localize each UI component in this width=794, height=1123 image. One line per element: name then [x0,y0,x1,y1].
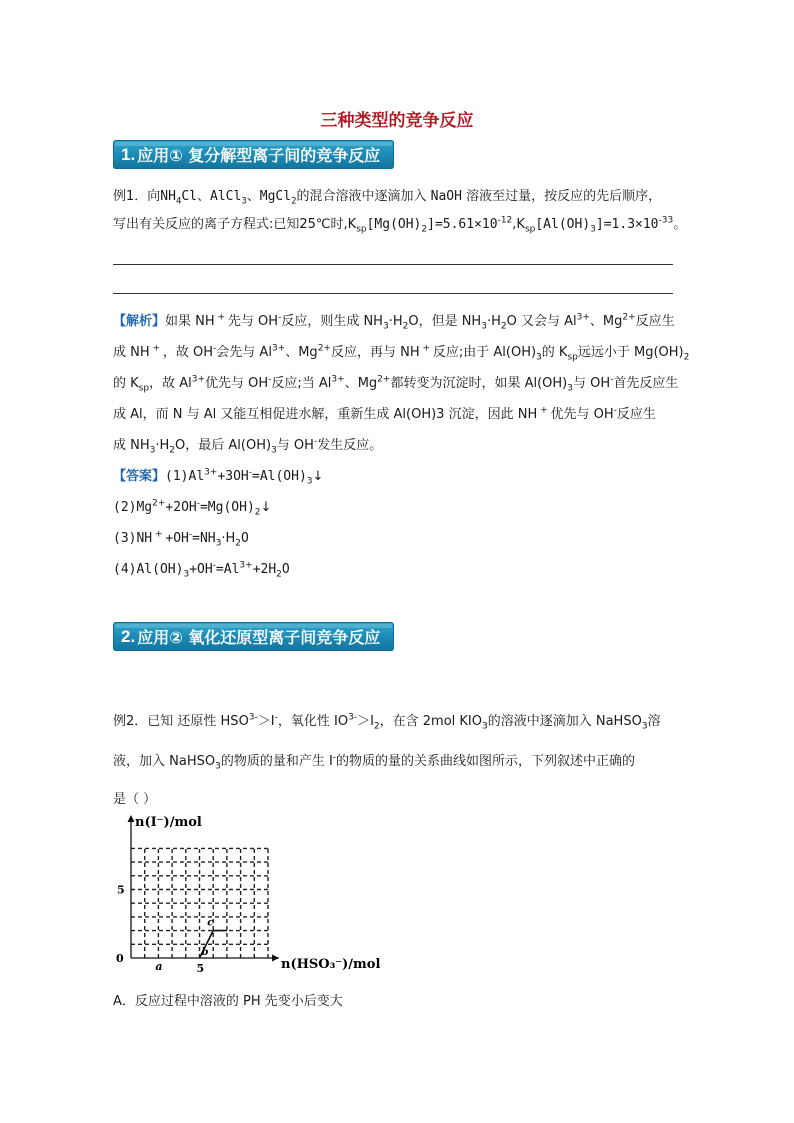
analysis-line-5: 成 $NH_3\cdot H_2O$，最后 $Al(OH)_3$与 OH-发生反应。 [113,436,383,456]
answer-line-2: $(2)Mg^{2+}+2OH^-=Mg(OH)_2↓$ [113,498,272,518]
chart-axes [128,815,280,962]
example-2-line-1: 例2．已知 还原性 $HSO^{3-}>I^-$，氧化性 $IO^{3-}>I_2$，在含 2mol $KIO_3$的溶液中逐滴加入 NaHSO$_3$溶 [113,712,661,732]
answer-tag: 【答案】 [113,469,166,484]
section-label: 应用② 氧化还原型离子间竞争反应 [137,628,381,647]
chart-tick-labels [116,884,204,976]
x-axis-label: n(HSO₃⁻)/mol [281,957,381,972]
example-1-line-1: 例1．向$NH_4Cl$、AlCl$_3$、MgCl$_2$的混合溶液中逐滴加入 NaOH 溶液至过量，按反应的先后顺序， [113,189,662,207]
example-1-line-2: 写出有关反应的离子方程式:已知25℃时$,K_{sp}[Mg(OH)_2]=5.61\times 10^{-12},K_{sp}[Al(OH)_3]=1.3\times 10^{-33}$。 [113,215,687,235]
answer-blank-line-2 [113,293,673,294]
tick-label-origin: 0 [116,952,124,965]
example-2-line-2: 液，加入 NaHSO$_3$的物质的量和产生 I-的物质的量的关系曲线如图所示，下列叙述中正确的 [113,752,636,772]
chart-point-labels [202,918,214,958]
iodide-curve-chart [113,812,383,980]
choice-a: A．反应过程中溶液的 PH 先变小后变大 [113,994,343,1009]
example-2-line-3: 是（ ） [113,792,157,807]
x-axis-arrow [272,955,279,962]
section-number: 1. [121,144,136,164]
tick-label-a: a [155,960,163,973]
section-banner-1 [113,140,394,169]
analysis-tag: 【解析】 [113,314,166,329]
y-axis-label: n(I⁻)/mol [135,815,202,830]
answer-line-4: $(4)Al(OH)_3+OH^-=Al^{3+}+2H_2O$ [113,560,290,580]
point-label-c: c [207,917,214,929]
y-axis-arrow [128,815,135,822]
tick-label-x5: 5 [196,962,205,975]
answer-line-1: 【答案】$(1)Al^{3+}+3OH^-=Al(OH)_3↓$ [113,467,324,487]
answer-blank-line-1 [113,264,673,265]
analysis-line-4: 成 Al，而 N 与 Al 又能互相促进水解，重新生成 Al(OH)3 沉淀，因此 NH + 优先与 OH-反应生 [113,405,656,422]
section-banner-2 [113,622,394,651]
tick-label-y5: 5 [117,883,125,897]
answer-line-3: (3)NH $^+ +OH^-=NH_3\cdot H_2O$ [113,529,249,549]
analysis-line-2: 成 NH + ，故 OH-会先与 $Al^{3+}$、$Mg^{2+}$反应，再与 NH + 反应;由于 $Al(OH)_3$的 $K_{sp}$远远小于 $Mg(OH)_2$ [113,343,690,363]
chart-grid [131,848,268,958]
analysis-line-3: 的 $K_{sp}$，故 $Al^{3+}$优先与 OH-反应;当 $Al^{3+}$、$Mg^{2+}$都转变为沉淀时，如果 $Al(OH)_3$与 OH-首先反应生 [113,374,679,394]
section-label: 应用① 复分解型离子间的竞争反应 [137,146,381,165]
section-number: 2. [121,626,136,646]
point-label-b: b [201,947,209,958]
document-title: 三种类型的竞争反应 [320,111,474,131]
analysis-line-1: 【解析】如果 NH + 先与 OH-反应，则生成 $NH_3\cdot H_2O$，但是 $NH_3\cdot H_2O$ 又会与 $Al^{3+}$、$Mg^{2+}$反应生 [113,312,675,332]
